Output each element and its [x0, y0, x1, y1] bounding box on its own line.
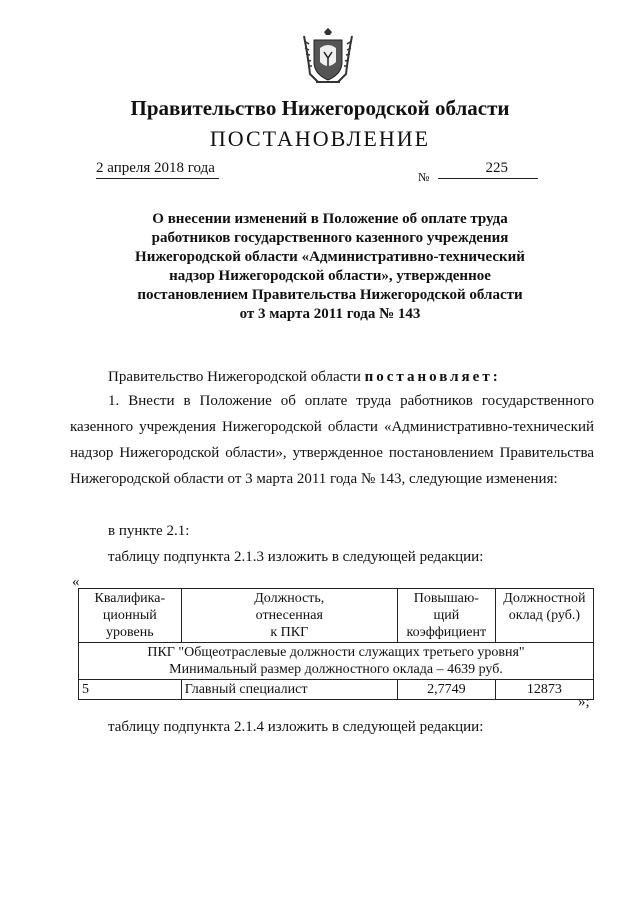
government-name: Правительство Нижегородской области: [130, 96, 510, 120]
cell-coefficient: 2,7749: [397, 680, 495, 700]
group-title: ПКГ "Общеотраслевые должности служащих третьего уровня": [147, 645, 525, 660]
table-group-row: [79, 643, 594, 680]
group-cell: [79, 643, 594, 680]
coat-of-arms-emblem: [300, 26, 356, 86]
intro-text: Правительство Нижегородской области: [108, 369, 365, 385]
document-type: ПОСТАНОВЛЕНИЕ: [209, 126, 431, 151]
table-row: [79, 680, 594, 700]
title-line: надзор Нижегородской области», утвержденное: [169, 268, 491, 284]
quote-open: «: [72, 574, 80, 590]
header-position: Должность, отнесенная к ПКГ: [181, 589, 397, 643]
decree-number-label: №: [418, 170, 430, 184]
intro-paragraph: [108, 364, 501, 390]
header-coefficient: Повышаю- щий коэффициент: [397, 589, 495, 643]
decree-title: [110, 210, 550, 324]
cell-position: Главный специалист: [181, 680, 397, 700]
group-min-salary: Минимальный размер должностного оклада – 4639 руб.: [169, 662, 503, 677]
title-line: работников государственного казенного учреждения: [151, 230, 509, 246]
table-213-line: таблицу подпункта 2.1.3 изложить в следующей редакции:: [108, 549, 484, 565]
point-line: в пункте 2.1:: [108, 523, 190, 539]
quote-close: »;: [578, 694, 590, 710]
header-salary: Должностной оклад (руб.): [495, 589, 593, 643]
title-line: Нижегородской области «Административно-технический: [135, 249, 525, 265]
title-line: от 3 марта 2011 года № 143: [239, 306, 421, 322]
cell-salary: 12873: [495, 680, 593, 700]
decree-number: 225: [438, 160, 538, 179]
salary-table: [78, 588, 594, 700]
main-paragraph: 1. Внести в Положение об оплате труда работников государственного казенного учреждения Нижегородской области «Административно-технический надзор Нижегородской области», утвержденное постановлением Правительства Нижегородской области от 3 марта 2011 года № 143, следующие изменения:: [70, 393, 594, 487]
table-214-line: таблицу подпункта 2.1.4 изложить в следующей редакции:: [108, 719, 484, 735]
intro-decrees: постановляет:: [364, 369, 501, 385]
header-qualification-level: Квалифика- ционный уровень: [79, 589, 182, 643]
title-line: постановлением Правительства Нижегородской области: [137, 287, 523, 303]
table-header-row: [79, 589, 594, 643]
title-line: О внесении изменений в Положение об оплате труда: [152, 211, 508, 227]
cell-level: 5: [79, 680, 182, 700]
decree-date: 2 апреля 2018 года: [96, 160, 219, 179]
